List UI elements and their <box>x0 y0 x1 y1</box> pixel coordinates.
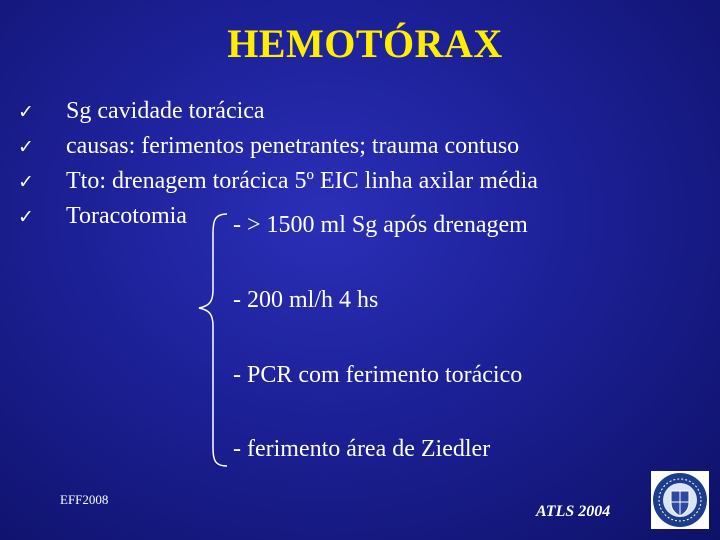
slide-title: HEMOTÓRAX <box>227 21 503 66</box>
check-icon: ✓ <box>18 101 34 123</box>
criteria-item: - PCR com ferimento torácico <box>233 362 523 388</box>
criteria-item: - > 1500 ml Sg após drenagem <box>233 212 528 238</box>
criteria-item: - ferimento área de Ziedler <box>233 436 491 462</box>
footer-left-label: EFF2008 <box>60 492 109 507</box>
check-icon: ✓ <box>18 206 34 228</box>
check-icon: ✓ <box>18 136 34 158</box>
footer-right-label: ATLS 2004 <box>536 503 611 520</box>
curly-brace-icon <box>197 212 229 468</box>
bullet-text: causas: ferimentos penetrantes; trauma contuso <box>66 133 520 159</box>
university-seal-icon <box>651 471 709 529</box>
bullet-item <box>18 133 538 168</box>
bullet-item <box>18 168 538 203</box>
bullet-text: Toracotomia <box>66 203 187 229</box>
bullet-text: Tto: drenagem torácica 5º EIC linha axilar média <box>66 168 538 194</box>
criteria-item: - 200 ml/h 4 hs <box>233 287 379 313</box>
bullet-text: Sg cavidade torácica <box>66 98 265 124</box>
check-icon: ✓ <box>18 171 34 193</box>
bullet-item <box>18 98 538 133</box>
